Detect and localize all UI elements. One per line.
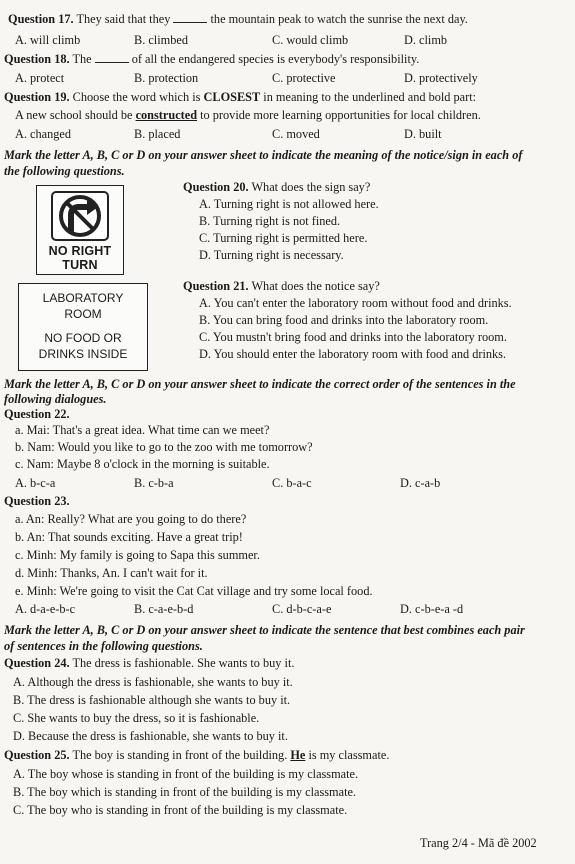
option: D. Because the dress is fashionable, she wants to buy it. (13, 729, 288, 743)
underlined-word: constructed (135, 108, 198, 122)
option: A. You can't enter the laboratory room without food and drinks. (199, 296, 512, 310)
question-23-label: Question 23. (4, 494, 70, 508)
question-label: Question 25. (4, 748, 70, 762)
option: C. b-a-c (272, 476, 312, 490)
instruction-dialogues-line1: Mark the letter A, B, C or D on your answer sheet to indicate the correct order of the sentences in the (4, 377, 516, 391)
dialogue-line: e. Minh: We're going to visit the Cat Cat village and try some local food. (15, 584, 373, 598)
instruction-signs-line2: the following questions. (4, 164, 125, 178)
question-label: Question 18. (4, 52, 70, 66)
option: D. climb (404, 33, 448, 47)
notice-line4: DRINKS INSIDE (38, 347, 128, 361)
option: B. climbed (134, 33, 188, 47)
question-22-label: Question 22. (4, 407, 70, 421)
notice-line2: ROOM (64, 307, 102, 321)
question-text: in meaning to the underlined and bold part: (260, 90, 477, 104)
notice-line3: NO FOOD OR (44, 331, 122, 345)
question-text: They said that they (73, 12, 174, 26)
option: A. will climb (15, 33, 81, 47)
question-text: The dress is fashionable. She wants to buy it. (69, 656, 295, 670)
option: C. The boy who is standing in front of the building is my classmate. (13, 803, 348, 817)
option: A. Turning right is not allowed here. (199, 197, 379, 211)
dialogue-line: a. An: Really? What are you going to do there? (15, 512, 247, 526)
question-text: of all the endangered species is everybody's responsibility. (128, 52, 420, 66)
option: D. Turning right is necessary. (199, 248, 344, 262)
option: A. Although the dress is fashionable, she wants to buy it. (13, 675, 293, 689)
option: B. protection (134, 71, 199, 85)
option: B. Turning right is not fined. (199, 214, 341, 228)
option: A. protect (15, 71, 65, 85)
question-text: is my classmate. (305, 748, 390, 762)
notice-line1: LABORATORY (42, 291, 124, 305)
question-25-stem (4, 748, 389, 763)
question-17-stem (8, 12, 468, 27)
question-18-stem (4, 52, 419, 67)
sentence-text: to provide more learning opportunities for local children. (197, 108, 481, 122)
dialogue-line: a. Mai: That's a great idea. What time can we meet? (15, 423, 270, 437)
dialogue-line: b. An: That sounds exciting. Have a great trip! (15, 530, 243, 544)
option: D. You should enter the laboratory room with food and drinks. (199, 347, 507, 361)
question-21-stem (183, 279, 380, 294)
no-right-turn-icon (51, 191, 109, 241)
option: B. The boy which is standing in front of the building is my classmate. (13, 785, 357, 799)
question-text: Choose the word which is (69, 90, 204, 104)
option: A. b-c-a (15, 476, 56, 490)
option: B. You can bring food and drinks into the laboratory room. (199, 313, 489, 327)
question-19-sentence (15, 108, 481, 123)
option: D. protectively (404, 71, 478, 85)
laboratory-notice (18, 283, 148, 371)
option: D. c-a-b (400, 476, 441, 490)
option: C. moved (272, 127, 320, 141)
sign-text-line2: TURN (62, 258, 98, 272)
instruction-signs-line1: Mark the letter A, B, C or D on your answer sheet to indicate the meaning of the notice/sign in each of (4, 148, 523, 162)
option: B. The dress is fashionable although she wants to buy it. (13, 693, 291, 707)
instruction-combine-line1: Mark the letter A, B, C or D on your answer sheet to indicate the sentence that best combines each pair (4, 623, 525, 637)
option: D. c-b-e-a -d (400, 602, 464, 616)
instruction-combine-line2: of sentences in the following questions. (4, 639, 203, 653)
option: C. protective (272, 71, 336, 85)
option: B. placed (134, 127, 181, 141)
question-20-stem (183, 180, 370, 195)
option: A. The boy whose is standing in front of the building is my classmate. (13, 767, 359, 781)
option: C. d-b-c-a-e (272, 602, 332, 616)
question-text: The boy is standing in front of the building. (69, 748, 291, 762)
option: D. built (404, 127, 442, 141)
question-19-stem (4, 90, 476, 105)
question-label: Question 24. (4, 656, 70, 670)
answer-blank (95, 52, 129, 63)
question-text: What does the sign say? (248, 180, 371, 194)
page-footer: Trang 2/4 - Mã đề 2002 (420, 836, 537, 850)
option: C. She wants to buy the dress, so it is fashionable. (13, 711, 260, 725)
option: A. changed (15, 127, 71, 141)
question-label: Question 20. (183, 180, 249, 194)
sentence-text: A new school should be (15, 108, 136, 122)
answer-blank (173, 12, 207, 23)
dialogue-line: d. Minh: Thanks, An. I can't wait for it. (15, 566, 208, 580)
dialogue-line: c. Nam: Maybe 8 o'clock in the morning is suitable. (15, 457, 270, 471)
option: A. d-a-e-b-c (15, 602, 76, 616)
option: B. c-a-e-b-d (134, 602, 194, 616)
option: C. would climb (272, 33, 349, 47)
keyword: CLOSEST (203, 90, 261, 104)
question-text: The (69, 52, 95, 66)
instruction-dialogues-line2: following dialogues. (4, 392, 107, 406)
option: B. c-b-a (134, 476, 174, 490)
question-label: Question 19. (4, 90, 70, 104)
option: C. You mustn't bring food and drinks into the laboratory room. (199, 330, 507, 344)
question-label: Question 21. (183, 279, 249, 293)
dialogue-line: b. Nam: Would you like to go to the zoo with me tomorrow? (15, 440, 313, 454)
question-label: Question 17. (8, 12, 74, 26)
underlined-word: He (290, 748, 306, 762)
sign-text-line1: NO RIGHT (48, 244, 112, 258)
dialogue-line: c. Minh: My family is going to Sapa this summer. (15, 548, 260, 562)
question-text: the mountain peak to watch the sunrise the next day. (207, 12, 468, 26)
question-24-stem (4, 656, 294, 671)
option: C. Turning right is permitted here. (199, 231, 368, 245)
no-right-turn-sign (36, 185, 124, 275)
question-text: What does the notice say? (248, 279, 380, 293)
